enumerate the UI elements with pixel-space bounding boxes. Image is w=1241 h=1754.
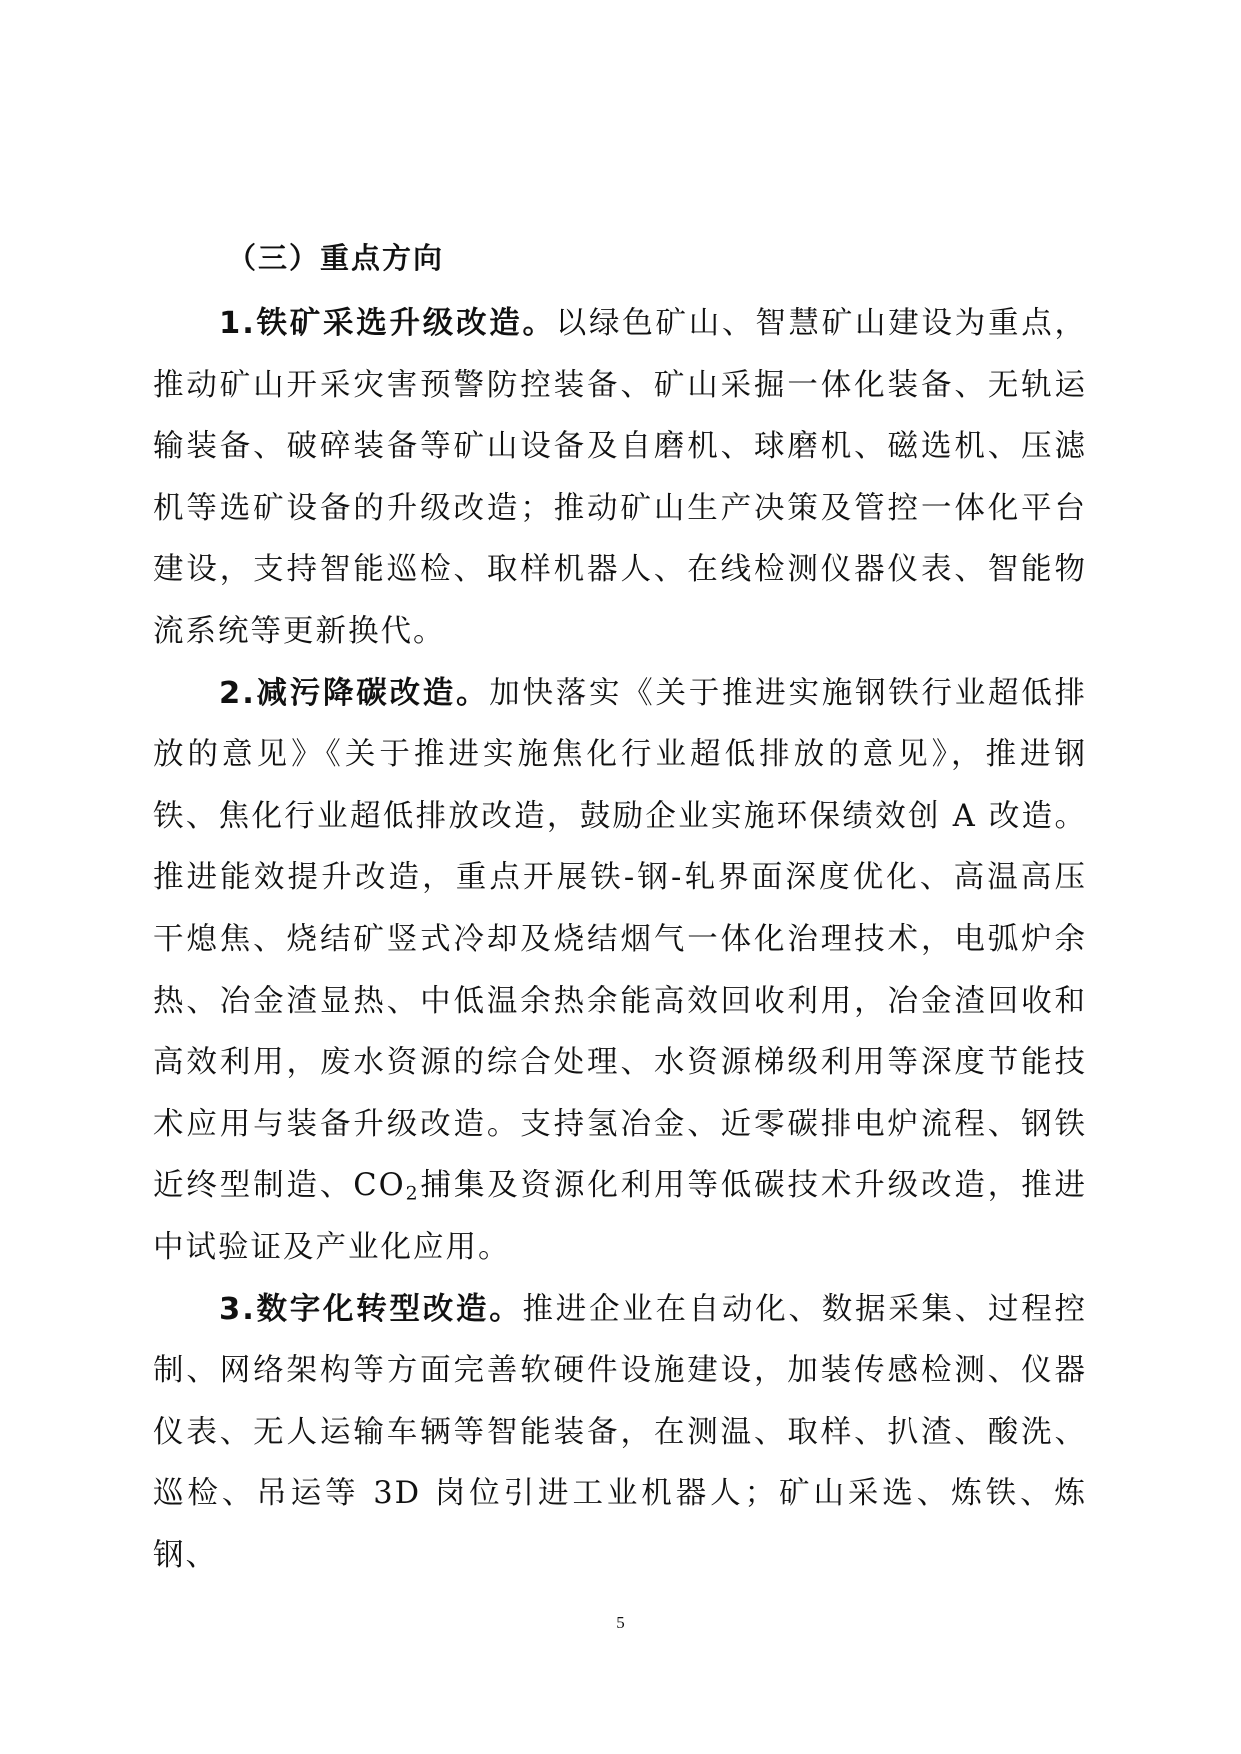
page-number: 5 xyxy=(616,1613,625,1632)
paragraph-text: 推进企业在自动化、数据采集、过程控制、网络架构等方面完善软硬件设施建设，加装传感检测、仪器仪表、无人运输车辆等智能装备，在测温、取样、扒渣、酸洗、巡检、吊运等 3D 岗位引进工业机器人；矿山采选、炼铁、炼钢、 xyxy=(153,1291,1088,1573)
paragraph-text: 加快落实《关于推进实施钢铁行业超低排放的意见》《关于推进实施焦化行业超低排放的意见》，推进钢铁、焦化行业超低排放改造，鼓励企业实施环保绩效创 A 改造。推进能效提升改造，重点开展铁-钢-轧界面深度优化、高温高压干熄焦、烧结矿竖式冷却及烧结烟气一体化治理技术，电弧炉余热、冶金渣显热、中低温余热余能高效回收利用，冶金渣回收和高效利用，废水资源的综合处理、水资源梯级利用等深度节能技术应用与装备升级改造。支持氢冶金、近零碳排电炉流程、钢铁近终型制造、 xyxy=(153,675,1088,1204)
paragraph-lead: 1.铁矿采选升级改造。 xyxy=(219,306,556,341)
co2-formula-base: CO xyxy=(353,1168,406,1204)
paragraph-text: 以绿色矿山、智慧矿山建设为重点，推动矿山开采灾害预警防控装备、矿山采掘一体化装备、无轨运输装备、破碎装备等矿山设备及自磨机、球磨机、磁选机、压滤机等选矿设备的升级改造；推动矿山生产决策及管控一体化平台建设，支持智能巡检、取样机器人、在线检测仪器仪表、智能物流系统等更新换代。 xyxy=(153,306,1088,649)
paragraph-text-continued: 捕集及资源化利用等低碳技术升级改造，推进中试验证及产业化应用。 xyxy=(153,1168,1088,1265)
paragraph-digital-transformation xyxy=(153,1279,1087,1587)
co2-formula xyxy=(353,1168,420,1206)
paragraph-iron-ore-upgrade xyxy=(153,293,1087,663)
body-text xyxy=(153,293,1087,1586)
paragraph-lead: 2.减污降碳改造。 xyxy=(219,675,490,711)
section-heading: （三）重点方向 xyxy=(227,241,445,275)
co2-formula-subscript: 2 xyxy=(405,1183,420,1206)
paragraph-pollution-carbon-reduction xyxy=(153,663,1087,1279)
paragraph-lead: 3.数字化转型改造。 xyxy=(219,1291,523,1327)
